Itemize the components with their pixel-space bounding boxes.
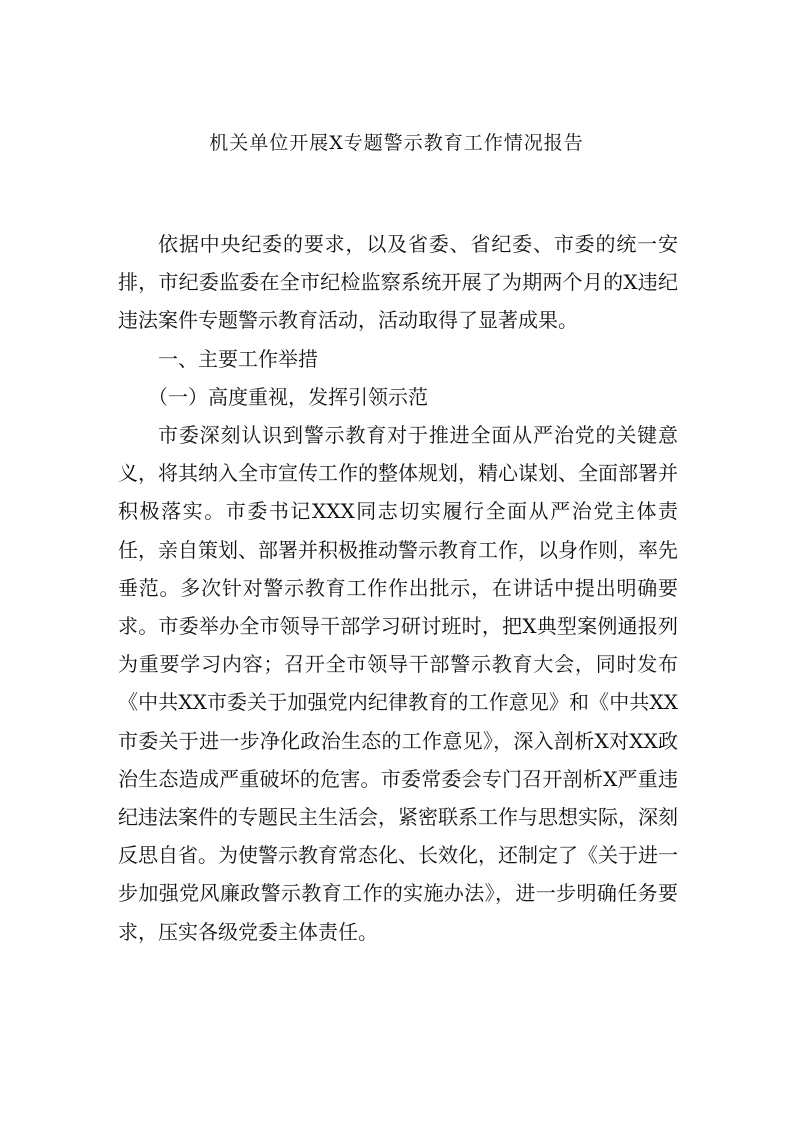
section-heading: 一、主要工作举措 <box>158 346 318 371</box>
body-paragraph: 市委深刻认识到警示教育对于推进全面从严治党的关键意义，将其纳入全市宣传工作的整体规划，精心谋划、全面部署并积极落实。市委书记XXX同志切实履行全面从严治党主体责任，亲自策划、部署并积极推动警示教育工作，以身作则，率先垂范。多次针对警示教育工作作出批示，在讲话中提出明确要求。市委举办全市领导干部学习研讨班时，把X典型案例通报列为重要学习内容；召开全市领导干部警示教育大会，同时发布《中共XX市委关于加强党内纪律教育的工作意见》和《中共XX市委关于进一步净化政治生态的工作意见》，深入剖析X对XX政治生态造成严重破坏的危害。市委常委会专门召开剖析X严重违纪违法案件的专题民主生活会，紧密联系工作与思想实际，深刻反思自省。为使警示教育常态化、长效化，还制定了《关于进一步加强党风廉政警示教育工作的实施办法》，进一步明确任务要求，压实各级党委主体责任。 <box>118 423 678 944</box>
intro-paragraph: 依据中央纪委的要求，以及省委、省纪委、市委的统一安排，市纪委监委在全市纪检监察系统开展了为期两个月的X违纪违法案件专题警示教育活动，活动取得了显著成果。 <box>118 232 678 333</box>
document-body <box>118 225 678 951</box>
subsection-heading: （一）高度重视，发挥引领示范 <box>148 384 428 409</box>
document-title: 机关单位开展X专题警示教育工作情况报告 <box>209 132 584 154</box>
